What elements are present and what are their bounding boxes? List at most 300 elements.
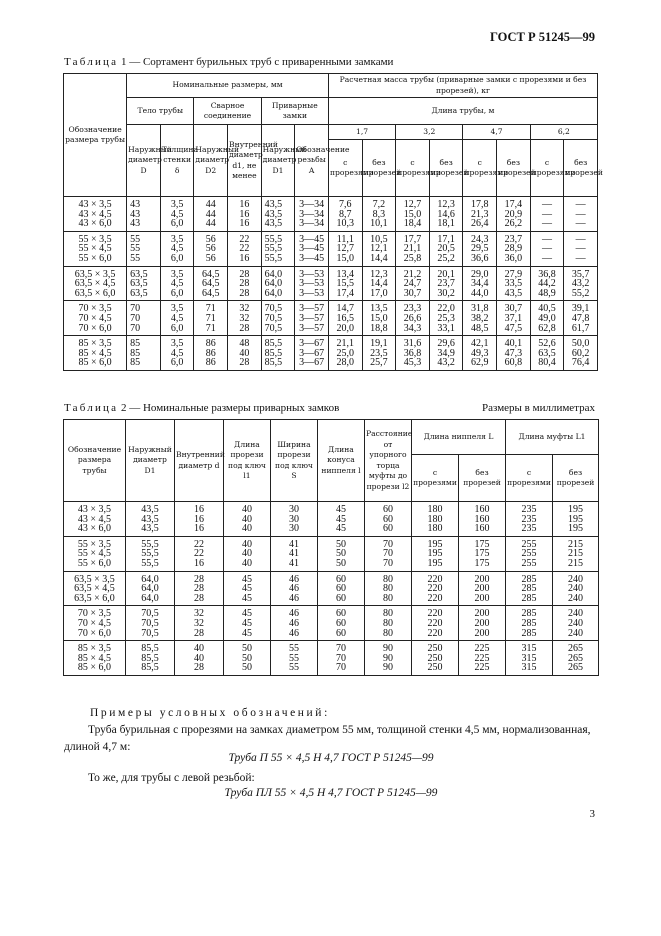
col-with-slots: с прорезями xyxy=(396,140,430,197)
cell-value: 240 xyxy=(568,617,583,629)
cell-value: 10,5 xyxy=(370,233,388,245)
cell-value: 22,0 xyxy=(437,303,455,315)
cell-value: 195 xyxy=(427,557,443,569)
cell-value: 17,0 xyxy=(370,287,388,299)
cell-value: 43,5 xyxy=(264,218,283,230)
cell-value: 220 xyxy=(427,608,443,620)
cell-value: 80 xyxy=(383,617,393,629)
cell-value: 25,0 xyxy=(336,347,355,359)
cell-value: 24,3 xyxy=(471,233,489,245)
cell-value: 180 xyxy=(427,513,443,525)
cell-value: 60 xyxy=(383,523,393,535)
cell-value: — xyxy=(542,218,553,230)
cell-value: 16 xyxy=(194,523,204,535)
cell-value: 17,4 xyxy=(504,199,523,210)
cell-value: 55,5 xyxy=(141,548,159,560)
cell-value: 6,0 xyxy=(170,218,184,230)
table-cell xyxy=(530,266,564,301)
cell-value: 20,1 xyxy=(437,268,455,280)
cell-value: 85 × 4,5 xyxy=(78,347,112,359)
cell-value: 30,2 xyxy=(437,287,455,299)
col-len-4: 6,2 xyxy=(530,125,597,140)
table-cell xyxy=(271,606,318,641)
table-cell xyxy=(261,336,295,371)
cell-value: 55 × 3,5 xyxy=(78,233,112,245)
table-cell xyxy=(553,502,599,537)
cell-value: 235 xyxy=(521,523,537,535)
example-1-text: Труба бурильная с прорезями на замках диаметром 55 мм, толщиной стенки 4,5 мм, нормализованная, длиной 4,7 м: xyxy=(64,724,591,753)
cell-value: 18,4 xyxy=(403,218,422,230)
table-cell xyxy=(362,197,396,232)
cell-value: 21,2 xyxy=(403,268,422,280)
col-designation: Обозначение размера трубы xyxy=(64,420,126,502)
table-cell xyxy=(328,231,362,266)
cell-value: 71 xyxy=(205,303,216,315)
table-cell xyxy=(126,571,175,606)
cell-value: — xyxy=(575,208,586,220)
cell-value: 17,8 xyxy=(471,199,489,210)
cell-value: 30,7 xyxy=(504,303,523,315)
cell-value: 70 xyxy=(336,652,346,664)
cell-value: — xyxy=(542,243,553,255)
cell-value: 41 xyxy=(289,548,299,560)
table-cell xyxy=(530,336,564,371)
table-cell xyxy=(412,502,459,537)
examples-heading: Примеры условных обозначений: xyxy=(90,707,330,719)
cell-value: 250 xyxy=(427,652,443,664)
table-cell xyxy=(459,536,506,571)
cell-value: 30,7 xyxy=(403,287,422,299)
cell-value: 18,8 xyxy=(370,322,388,334)
table1-caption: Таблица 1 — Сортамент бурильных труб с приваренными замками xyxy=(64,56,394,68)
table-row xyxy=(64,606,599,641)
cell-value: 80,4 xyxy=(538,357,556,369)
cell-value: 90 xyxy=(383,643,393,655)
cell-value: 16,5 xyxy=(336,312,355,324)
table-row xyxy=(64,301,598,336)
table-cell xyxy=(506,641,553,676)
col-with-slots: с прорезями xyxy=(463,140,497,197)
cell-value: 240 xyxy=(568,583,583,595)
cell-value: 21,1 xyxy=(403,243,422,255)
table-cell xyxy=(365,502,412,537)
cell-value: 240 xyxy=(568,573,583,585)
table-cell xyxy=(228,231,262,266)
cell-value: 45 xyxy=(336,504,346,515)
cell-value: 44,0 xyxy=(471,287,489,299)
cell-value: 85 × 6,0 xyxy=(77,662,112,674)
table-cell xyxy=(564,301,598,336)
cell-value: 31,8 xyxy=(471,303,489,315)
cell-value: 36,0 xyxy=(504,252,523,264)
cell-value: 29,6 xyxy=(437,338,455,350)
cell-value: 63,5 × 4,5 xyxy=(74,278,116,290)
cell-value: 6,0 xyxy=(170,322,184,334)
cell-value: 225 xyxy=(474,662,490,674)
table-cell xyxy=(175,502,224,537)
table-cell xyxy=(160,301,194,336)
cell-value: 43,2 xyxy=(437,357,455,369)
cell-value: 70 × 3,5 xyxy=(78,303,112,315)
cell-value: 8,3 xyxy=(372,208,386,220)
table-cell xyxy=(564,231,598,266)
cell-value: 16 xyxy=(239,208,250,220)
cell-value: 45 xyxy=(242,627,252,639)
table-cell xyxy=(553,536,599,571)
table-cell xyxy=(362,336,396,371)
col-weld-od: Наружный диаметр D2 xyxy=(194,125,228,197)
table-cell xyxy=(175,606,224,641)
cell-value: 70 xyxy=(336,643,346,655)
cell-value: 70 xyxy=(383,538,393,550)
cell-value: 14,4 xyxy=(370,252,388,264)
cell-value: 285 xyxy=(521,573,537,585)
cell-value: 43,5 xyxy=(141,504,159,515)
cell-value: 180 xyxy=(427,523,443,535)
cell-value: 40 xyxy=(194,652,204,664)
cell-value: 43,5 xyxy=(504,287,523,299)
cell-value: 16 xyxy=(239,199,250,210)
cell-value: 80 xyxy=(383,583,393,595)
cell-value: 85,5 xyxy=(141,662,159,674)
table-cell xyxy=(530,301,564,336)
cell-value: 220 xyxy=(427,573,443,585)
cell-value: 200 xyxy=(474,608,490,620)
table-cell xyxy=(396,336,430,371)
cell-value: 70 × 3,5 xyxy=(77,608,112,620)
col-thread: Обозначение резьбы A xyxy=(295,125,329,197)
cell-value: 235 xyxy=(521,504,537,515)
cell-value: 60 xyxy=(336,583,346,595)
cell-value: 22 xyxy=(239,243,250,255)
table-cell xyxy=(175,641,224,676)
cell-value: 31,6 xyxy=(403,338,422,350)
cell-value: 64,0 xyxy=(264,278,283,290)
cell-value: 255 xyxy=(521,538,537,550)
table-cell xyxy=(463,301,497,336)
cell-value: 55 xyxy=(130,252,141,264)
cell-value: — xyxy=(575,233,586,245)
cell-value: 14,6 xyxy=(437,208,455,220)
cell-value: 34,4 xyxy=(471,278,489,290)
table-cell xyxy=(194,231,228,266)
cell-value: 15,0 xyxy=(370,312,388,324)
cell-value: 12,3 xyxy=(437,199,455,210)
cell-value: 60,8 xyxy=(504,357,523,369)
cell-value: 48 xyxy=(239,338,250,350)
cell-value: — xyxy=(542,233,553,245)
cell-value: 86 xyxy=(205,357,216,369)
table-cell xyxy=(160,231,194,266)
table-cell xyxy=(429,336,463,371)
cell-value: 64,0 xyxy=(141,573,159,585)
cell-value: 12,7 xyxy=(336,243,355,255)
table-cell xyxy=(530,197,564,232)
cell-value: 28 xyxy=(239,278,250,290)
cell-value: 3—34 xyxy=(299,208,325,220)
cell-value: 28 xyxy=(194,583,204,595)
cell-value: 64,5 xyxy=(201,278,220,290)
cell-value: 63,5 × 6,0 xyxy=(74,287,116,299)
table-cell xyxy=(459,641,506,676)
table-cell xyxy=(64,606,126,641)
cell-value: 63,5 × 3,5 xyxy=(74,573,115,585)
cell-value: 60 xyxy=(336,592,346,604)
table-cell xyxy=(175,571,224,606)
cell-value: 63,5 × 6,0 xyxy=(74,592,115,604)
cell-value: 3—53 xyxy=(299,287,325,299)
cell-value: 20,0 xyxy=(336,322,355,334)
cell-value: 16 xyxy=(239,252,250,264)
cell-value: 26,6 xyxy=(403,312,422,324)
col-designation: Обозначение размера трубы xyxy=(64,74,127,197)
cell-value: 45 xyxy=(242,583,252,595)
table-cell xyxy=(127,301,161,336)
units-note: Размеры в миллиметрах xyxy=(482,402,595,414)
cell-value: 250 xyxy=(427,662,443,674)
cell-value: 220 xyxy=(427,583,443,595)
cell-value: 225 xyxy=(474,652,490,664)
cell-value: 23,7 xyxy=(504,233,523,245)
cell-value: 60 xyxy=(383,513,393,525)
col-coupling-length: Длина муфты L1 xyxy=(506,420,599,455)
row-group xyxy=(64,606,599,641)
cell-value: 50 xyxy=(242,662,252,674)
table-cell xyxy=(463,197,497,232)
cell-value: 23,3 xyxy=(403,303,422,315)
page-number: 3 xyxy=(589,808,595,820)
cell-value: 46 xyxy=(289,573,299,585)
col-without-slots: без прорезей xyxy=(362,140,396,197)
cell-value: 32 xyxy=(239,303,250,315)
table-row xyxy=(64,571,599,606)
cell-value: 40 xyxy=(242,504,252,515)
table-cell xyxy=(261,301,295,336)
table-cell xyxy=(295,197,329,232)
cell-value: 195 xyxy=(568,523,583,535)
cell-value: 64,0 xyxy=(141,583,159,595)
cell-value: — xyxy=(542,199,553,210)
cell-value: 48,9 xyxy=(538,287,556,299)
cell-value: 45 xyxy=(242,592,252,604)
row-group xyxy=(64,502,599,537)
cell-value: 32 xyxy=(194,608,204,620)
col-without-slots: без прорезей xyxy=(459,455,506,502)
cell-value: 55 × 6,0 xyxy=(77,557,112,569)
cell-value: 40,1 xyxy=(504,338,523,350)
table-cell xyxy=(295,231,329,266)
cell-value: 64,5 xyxy=(201,287,220,299)
cell-value: 17,4 xyxy=(336,287,355,299)
document-header: ГОСТ Р 51245—99 xyxy=(489,30,595,44)
cell-value: 34,9 xyxy=(437,347,455,359)
cell-value: 215 xyxy=(568,538,583,550)
cell-value: 220 xyxy=(427,627,443,639)
cell-value: 70,5 xyxy=(141,627,159,639)
cell-value: 36,8 xyxy=(538,268,556,280)
table-cell xyxy=(497,231,531,266)
cell-value: 26,4 xyxy=(471,218,489,230)
cell-value: 6,0 xyxy=(170,357,184,369)
table-cell xyxy=(228,336,262,371)
cell-value: 3—45 xyxy=(299,243,325,255)
col-without-slots: без прорезей xyxy=(553,455,599,502)
cell-value: 63,5 xyxy=(130,268,148,280)
table-cell xyxy=(396,231,430,266)
cell-value: 4,5 xyxy=(170,347,184,359)
table-cell xyxy=(224,536,271,571)
table-cell xyxy=(412,536,459,571)
table-cell xyxy=(553,641,599,676)
col-len-2: 3,2 xyxy=(396,125,463,140)
table-cell xyxy=(224,606,271,641)
table-row xyxy=(64,536,599,571)
col-without-slots: без прорезей xyxy=(429,140,463,197)
cell-value: 55,5 xyxy=(141,557,159,569)
cell-value: 43 × 4,5 xyxy=(78,208,112,220)
table-cell xyxy=(530,231,564,266)
cell-value: 3—67 xyxy=(299,357,325,369)
table-cell xyxy=(271,641,318,676)
table-row xyxy=(64,266,598,301)
table-cell xyxy=(429,231,463,266)
table-cell xyxy=(64,197,127,232)
cell-value: 63,5 xyxy=(130,287,148,299)
table-cell xyxy=(126,606,175,641)
col-cone-length: Длина конуса ниппеля l xyxy=(318,420,365,502)
cell-value: 30 xyxy=(289,513,299,525)
cell-value: 43,2 xyxy=(571,278,590,290)
cell-value: 70 xyxy=(383,557,393,569)
col-inner: Внутренний диаметр d1, не менее xyxy=(228,125,262,197)
cell-value: 285 xyxy=(521,627,537,639)
table-cell xyxy=(224,641,271,676)
cell-value: 20,5 xyxy=(437,243,455,255)
cell-value: 38,2 xyxy=(471,312,489,324)
cell-value: 86 xyxy=(205,347,216,359)
cell-value: 23,5 xyxy=(370,347,388,359)
cell-value: 80 xyxy=(383,592,393,604)
table-cell xyxy=(412,571,459,606)
table-cell xyxy=(459,502,506,537)
cell-value: 28 xyxy=(239,357,250,369)
cell-value: 11,1 xyxy=(336,233,354,245)
cell-value: 70 xyxy=(383,548,393,560)
col-nominal: Номинальные размеры, мм xyxy=(127,74,329,98)
cell-value: 28 xyxy=(194,573,204,585)
cell-value: 49,0 xyxy=(538,312,556,324)
cell-value: 40,5 xyxy=(538,303,556,315)
cell-value: 43,5 xyxy=(141,523,159,535)
cell-value: 45,3 xyxy=(403,357,422,369)
cell-value: 265 xyxy=(568,643,583,655)
cell-value: 47,5 xyxy=(504,322,523,334)
cell-value: 64,5 xyxy=(201,268,220,280)
cell-value: 47,3 xyxy=(504,347,523,359)
table-cell xyxy=(224,502,271,537)
cell-value: 45 xyxy=(336,523,346,535)
table-cell xyxy=(228,197,262,232)
cell-value: 33,5 xyxy=(504,278,523,290)
table-cell xyxy=(160,266,194,301)
cell-value: 85 xyxy=(130,338,141,350)
table-cell xyxy=(295,336,329,371)
table-cell xyxy=(194,197,228,232)
table-cell xyxy=(127,266,161,301)
cell-value: 7,2 xyxy=(372,199,386,210)
cell-value: 3—45 xyxy=(299,233,325,245)
cell-value: 20,9 xyxy=(504,208,523,220)
cell-value: 27,9 xyxy=(504,268,523,280)
cell-value: 12,1 xyxy=(370,243,388,255)
row-group xyxy=(64,197,598,232)
table-cell xyxy=(127,231,161,266)
cell-value: 13,5 xyxy=(370,303,388,315)
cell-value: 220 xyxy=(427,617,443,629)
cell-value: 47,8 xyxy=(571,312,590,324)
table-cell xyxy=(506,502,553,537)
cell-value: 76,4 xyxy=(571,357,590,369)
cell-value: 55 × 4,5 xyxy=(78,243,112,255)
cell-value: 200 xyxy=(474,583,490,595)
table-cell xyxy=(506,571,553,606)
cell-value: 200 xyxy=(474,627,490,639)
table2-caption: Таблица 2 — Номинальные размеры приварных замков xyxy=(64,402,340,414)
cell-value: 6,0 xyxy=(170,287,184,299)
cell-value: 52,6 xyxy=(538,338,556,350)
cell-value: 220 xyxy=(427,592,443,604)
cell-value: 3,5 xyxy=(170,233,184,245)
table2-lock-dimensions xyxy=(63,419,599,676)
table-cell xyxy=(429,197,463,232)
cell-value: 7,6 xyxy=(339,199,352,210)
table-cell xyxy=(64,336,127,371)
cell-value: 85,5 xyxy=(264,357,283,369)
cell-value: 28 xyxy=(239,268,250,280)
table-row xyxy=(64,336,598,371)
cell-value: 70 × 4,5 xyxy=(77,617,112,629)
table-cell xyxy=(365,641,412,676)
table-cell xyxy=(362,231,396,266)
table-cell xyxy=(295,266,329,301)
cell-value: 22 xyxy=(194,548,204,560)
cell-value: 240 xyxy=(568,608,583,620)
cell-value: 195 xyxy=(427,548,443,560)
cell-value: 55,5 xyxy=(264,233,283,245)
cell-value: — xyxy=(575,243,586,255)
table-cell xyxy=(463,336,497,371)
col-with-slots: с прорезями xyxy=(412,455,459,502)
table-cell xyxy=(194,266,228,301)
col-od: Наружный диаметр D xyxy=(127,125,161,197)
table-cell xyxy=(64,301,127,336)
cell-value: 64,0 xyxy=(264,287,283,299)
table-cell xyxy=(328,336,362,371)
cell-value: 85 × 3,5 xyxy=(78,338,112,350)
cell-value: 70 × 6,0 xyxy=(77,627,112,639)
cell-value: 43,5 xyxy=(141,513,159,525)
table-cell xyxy=(64,536,126,571)
cell-value: 35,7 xyxy=(571,268,590,280)
cell-value: 3,5 xyxy=(170,268,184,280)
cell-value: 3,5 xyxy=(170,338,184,350)
table-cell xyxy=(365,536,412,571)
cell-value: 21,1 xyxy=(336,338,355,350)
col-with-slots: с прорезями xyxy=(530,140,564,197)
cell-value: 55 × 6,0 xyxy=(78,252,112,264)
table-cell xyxy=(463,266,497,301)
table1-pipe-assortment xyxy=(63,73,603,371)
